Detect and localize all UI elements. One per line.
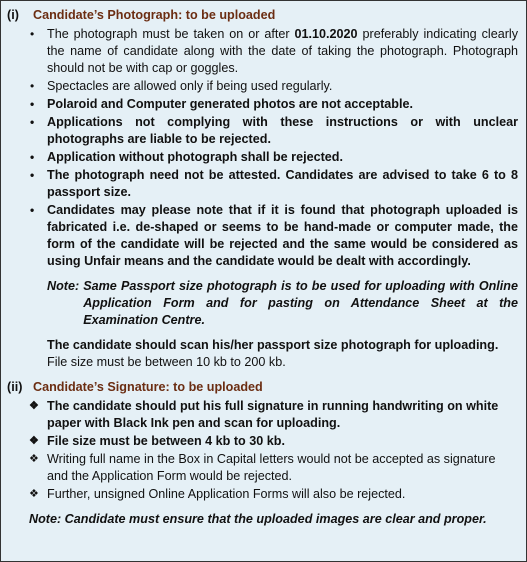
bullet-icon: • (30, 27, 35, 41)
list-item (7, 398, 518, 432)
section-number: (ii) (7, 380, 23, 394)
list-item (7, 149, 518, 166)
section-title: Candidate’s Signature: to be uploaded (33, 380, 263, 394)
section-photograph-heading (7, 7, 518, 24)
bullet-icon: • (30, 150, 35, 164)
list-item (7, 167, 518, 201)
signature-rules-list (7, 398, 518, 503)
item-text-part: The photograph must be taken on or after (47, 27, 295, 41)
list-item (7, 202, 518, 270)
item-text: The candidate should put his full signature in running handwriting on white paper with Black Ink pen and scan for uploading. (47, 399, 499, 430)
list-item (7, 486, 518, 503)
photograph-note (7, 278, 518, 329)
diamond-bullet-icon: ❖ (29, 435, 39, 447)
note-text: Same Passport size photograph is to be used for uploading with Online Application Form and for pasting on Attendance Sheet at the Examination Centre. (83, 279, 518, 327)
scan-bold-text: The candidate should scan his/her passport size photograph for uploading. (47, 338, 499, 352)
item-text: Candidates may please note that if it is found that photograph uploaded is fabricated i.e. de-shaped or seems to be hand-made or computer made, the form of the candidate will be rejected and the same would be considered as using Unfair means and the candidate would be dealt with accordingly. (47, 203, 518, 268)
scan-instruction (7, 337, 518, 371)
list-item (7, 433, 518, 450)
list-item (7, 26, 518, 77)
item-text: Polaroid and Computer generated photos are not acceptable. (47, 97, 413, 111)
list-item (7, 451, 518, 485)
section-signature-heading (7, 379, 518, 396)
diamond-bullet-icon: ❖ (29, 400, 39, 412)
note-label: Note: (47, 279, 80, 293)
bullet-icon: • (30, 115, 35, 129)
section-title: Candidate’s Photograph: to be uploaded (33, 8, 276, 22)
item-text: Writing full name in the Box in Capital letters would not be accepted as signature and the Application Form would be rejected. (47, 452, 496, 483)
footer-note: Note: Candidate must ensure that the uploaded images are clear and proper. (29, 512, 487, 526)
item-text: File size must be between 4 kb to 30 kb. (47, 434, 285, 448)
section-number: (i) (7, 8, 19, 22)
item-text: Applications not complying with these instructions or with unclear photographs are liable to be rejected. (47, 115, 518, 146)
bullet-icon: • (30, 79, 35, 93)
date-text: 01.10.2020 (294, 27, 358, 41)
photograph-rules-list (7, 26, 518, 270)
list-item (7, 96, 518, 113)
list-item (7, 114, 518, 148)
scan-normal-text: File size must be between 10 kb to 200 kb. (47, 355, 286, 369)
item-text: Further, unsigned Online Application Forms will also be rejected. (47, 487, 406, 501)
item-text: Application without photograph shall be rejected. (47, 150, 343, 164)
diamond-bullet-icon: ❖ (29, 453, 39, 465)
list-item (7, 78, 518, 95)
bullet-icon: • (30, 168, 35, 182)
item-text: Spectacles are allowed only if being used regularly. (47, 79, 333, 93)
item-text-part: preferably indicating clearly the name of candidate along with the date of taking the photograph. Photograph should not be with cap or goggles. (47, 27, 518, 75)
item-text: The photograph need not be attested. Candidates are advised to take 6 to 8 passport size. (47, 168, 518, 199)
bullet-icon: • (30, 97, 35, 111)
bullet-icon: • (30, 203, 35, 217)
diamond-bullet-icon: ❖ (29, 488, 39, 500)
